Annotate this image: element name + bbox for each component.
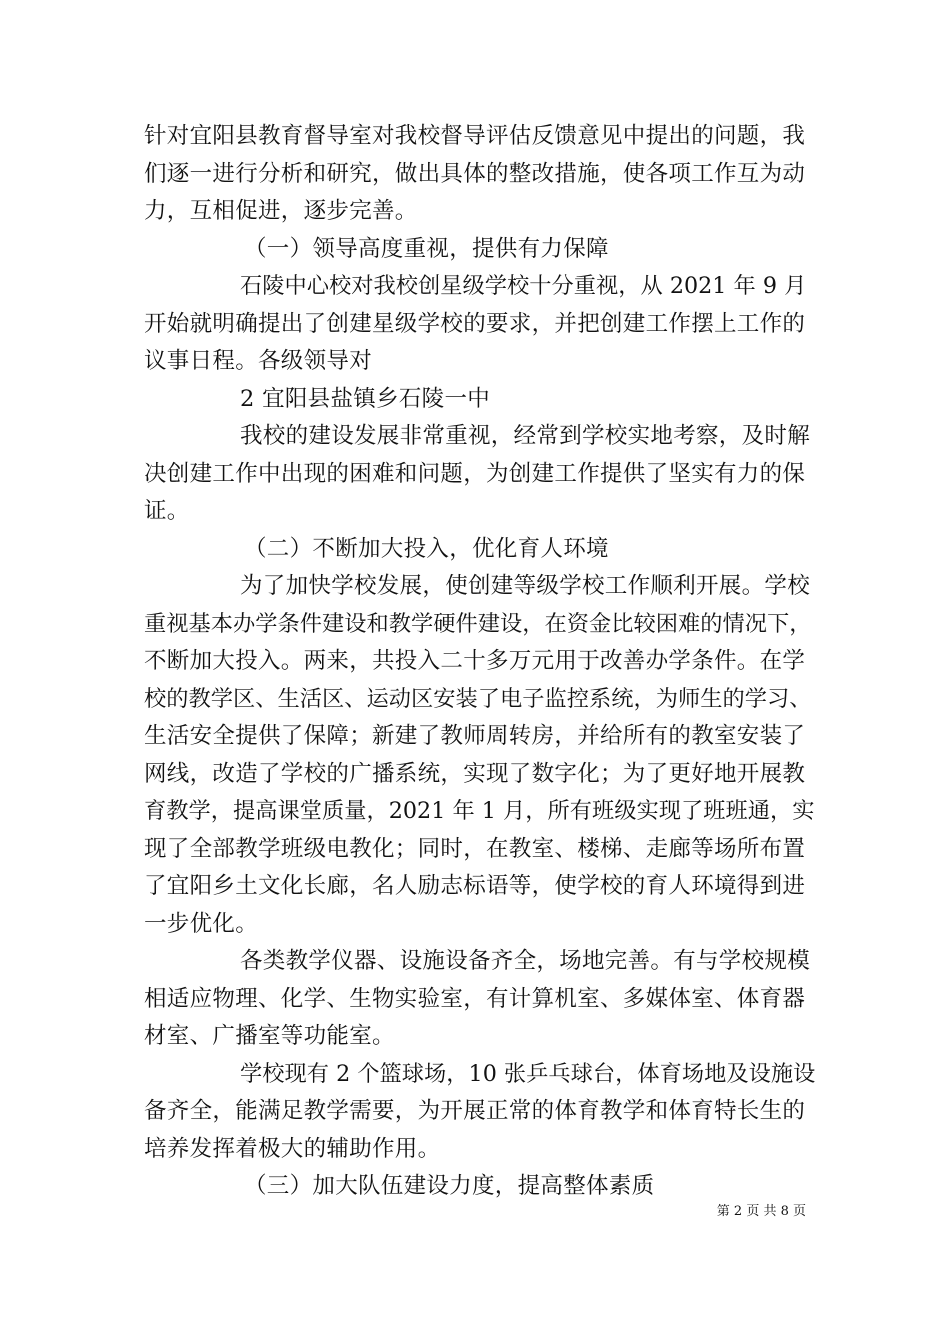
document-body: [144, 118, 814, 1206]
paragraph-line: 2 宜阳县盐镇乡石陵一中: [240, 385, 491, 412]
paragraph-line: 了宜阳乡土文化长廊，名人励志标语等，使学校的育人环境得到进: [144, 873, 806, 899]
paragraph-line: 决创建工作中出现的困难和问题，为创建工作提供了坚实有力的保: [144, 460, 806, 487]
section-heading: （二）不断加大投入，优化育人环境: [244, 535, 609, 562]
paragraph-line: 不断加大投入。两来，共投入二十多万元用于改善办学条件。在学: [144, 648, 806, 674]
page-number-footer: 第 2 页 共 8 页: [716, 1204, 806, 1219]
paragraph-line: 备齐全，能满足教学需要，为开展正常的体育教学和体育特长生的: [144, 1098, 806, 1124]
paragraph-line: 学校现有 2 个篮球场，10 张乒乓球台，体育场地及设施设: [240, 1060, 816, 1087]
paragraph-line: 校的教学区、生活区、运动区安装了电子监控系统，为师生的学习、: [144, 685, 812, 712]
paragraph-line: 材室、广播室等功能室。: [144, 1023, 395, 1049]
paragraph-line: 生活安全提供了保障；新建了教师周转房，并给所有的教室安装了: [144, 723, 806, 749]
paragraph-line: 网线，改造了学校的广播系统，实现了数字化；为了更好地开展教: [144, 760, 806, 787]
paragraph-line: 重视基本办学条件建设和教学硬件建设，在资金比较困难的情况下，: [144, 610, 812, 637]
section-heading: （三）加大队伍建设力度，提高整体素质: [244, 1173, 655, 1199]
paragraph-line: 石陵中心校对我校创星级学校十分重视，从 2021 年 9 月: [240, 273, 807, 299]
section-heading: （一）领导高度重视，提供有力保障: [244, 235, 609, 262]
paragraph-line: 力，互相促进，逐步完善。: [144, 198, 418, 224]
paragraph-line: 议事日程。各级领导对: [144, 348, 373, 374]
paragraph-line: 为了加快学校发展，使创建等级学校工作顺利开展。学校: [240, 573, 811, 599]
paragraph-line: 育教学，提高课堂质量，2021 年 1 月，所有班级实现了班班通，实: [144, 798, 815, 824]
paragraph-line: 们逐一进行分析和研究，做出具体的整改措施，使各项工作互为动: [144, 160, 806, 187]
paragraph-line: 培养发挥着极大的辅助作用。: [144, 1135, 441, 1162]
paragraph-line: 现了全部教学班级电教化；同时，在教室、楼梯、走廊等场所布置: [144, 835, 806, 862]
paragraph-line: 针对宜阳县教育督导室对我校督导评估反馈意见中提出的问题，我: [144, 123, 806, 149]
paragraph-line: 开始就明确提出了创建星级学校的要求，并把创建工作摆上工作的: [144, 310, 806, 337]
paragraph-line: 相适应物理、化学、生物实验室，有计算机室、多媒体室、体育器: [144, 985, 806, 1012]
paragraph-line: 证。: [144, 498, 190, 524]
paragraph-line: 我校的建设发展非常重视，经常到学校实地考察，及时解: [240, 423, 811, 449]
paragraph-line: 各类教学仪器、设施设备齐全，场地完善。有与学校规模: [240, 948, 811, 974]
paragraph-line: 一步优化。: [144, 910, 259, 937]
